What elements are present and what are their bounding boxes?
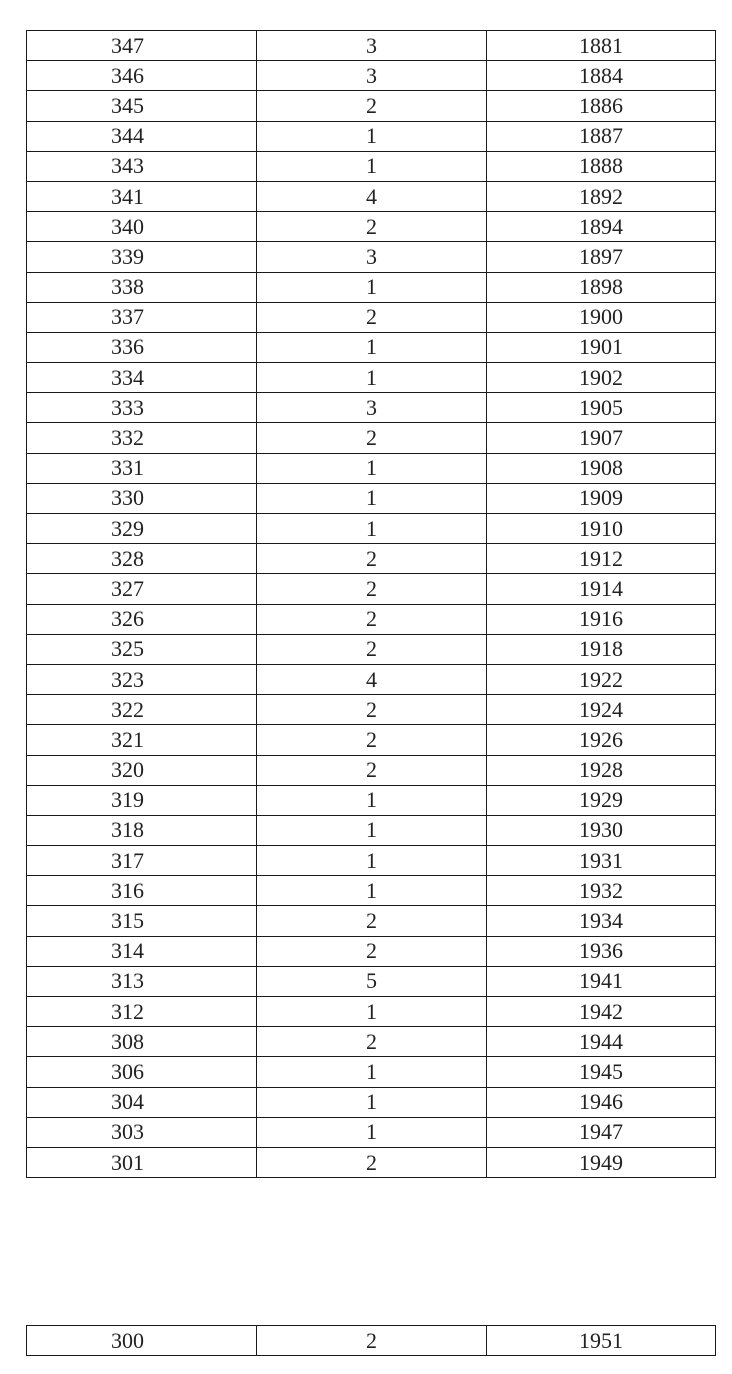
rank-cell: 1922 [487,664,716,694]
score-cell: 300 [27,1326,257,1356]
score-cell: 316 [27,876,257,906]
score-cell: 304 [27,1087,257,1117]
count-cell: 1 [257,876,487,906]
table-row [27,272,716,302]
table-row [27,634,716,664]
table-row [27,121,716,151]
rank-cell: 1928 [487,755,716,785]
count-cell: 1 [257,363,487,393]
count-cell: 1 [257,1087,487,1117]
table-row [27,453,716,483]
rank-cell: 1946 [487,1087,716,1117]
table-row [27,936,716,966]
count-cell: 3 [257,242,487,272]
score-cell: 321 [27,725,257,755]
rank-cell: 1901 [487,332,716,362]
count-cell: 2 [257,755,487,785]
count-cell: 1 [257,272,487,302]
table-row [27,393,716,423]
count-cell: 2 [257,725,487,755]
table-row [27,363,716,393]
rank-cell: 1941 [487,966,716,996]
score-cell: 347 [27,31,257,61]
rank-cell: 1944 [487,1027,716,1057]
score-cell: 338 [27,272,257,302]
table-row [27,574,716,604]
rank-cell: 1929 [487,785,716,815]
count-cell: 1 [257,514,487,544]
count-cell: 1 [257,815,487,845]
count-cell: 2 [257,604,487,634]
score-cell: 343 [27,151,257,181]
score-cell: 333 [27,393,257,423]
count-cell: 2 [257,634,487,664]
rank-cell: 1888 [487,151,716,181]
rank-cell: 1912 [487,544,716,574]
count-cell: 1 [257,997,487,1027]
count-cell: 1 [257,846,487,876]
table-row [27,332,716,362]
table-row [27,91,716,121]
table-row [27,725,716,755]
table-row [27,242,716,272]
rank-cell: 1894 [487,212,716,242]
count-cell: 2 [257,695,487,725]
rank-cell: 1951 [487,1326,716,1356]
score-cell: 319 [27,785,257,815]
table-row [27,514,716,544]
count-cell: 1 [257,483,487,513]
rank-cell: 1926 [487,725,716,755]
score-cell: 334 [27,363,257,393]
table-row [27,1057,716,1087]
count-cell: 1 [257,453,487,483]
score-cell: 345 [27,91,257,121]
rank-cell: 1908 [487,453,716,483]
count-cell: 2 [257,1326,487,1356]
count-cell: 2 [257,1147,487,1177]
score-cell: 320 [27,755,257,785]
score-cell: 313 [27,966,257,996]
count-cell: 1 [257,1117,487,1147]
rank-cell: 1884 [487,61,716,91]
count-cell: 2 [257,544,487,574]
score-cell: 308 [27,1027,257,1057]
table-row [27,544,716,574]
score-cell: 322 [27,695,257,725]
score-cell: 341 [27,181,257,211]
table-row [27,664,716,694]
rank-cell: 1898 [487,272,716,302]
table-row [27,151,716,181]
rank-cell: 1881 [487,31,716,61]
table-row [27,1326,716,1356]
rank-cell: 1918 [487,634,716,664]
count-cell: 1 [257,785,487,815]
table-row [27,785,716,815]
rank-cell: 1932 [487,876,716,906]
count-cell: 4 [257,664,487,694]
rank-cell: 1909 [487,483,716,513]
score-cell: 326 [27,604,257,634]
count-cell: 2 [257,936,487,966]
count-cell: 4 [257,181,487,211]
score-cell: 344 [27,121,257,151]
rank-cell: 1930 [487,815,716,845]
rank-cell: 1905 [487,393,716,423]
score-cell: 340 [27,212,257,242]
table-row [27,1147,716,1177]
table-row [27,695,716,725]
rank-cell: 1907 [487,423,716,453]
table-row [27,212,716,242]
score-cell: 327 [27,574,257,604]
count-cell: 2 [257,574,487,604]
score-cell: 306 [27,1057,257,1087]
count-cell: 3 [257,61,487,91]
count-cell: 3 [257,31,487,61]
rank-cell: 1945 [487,1057,716,1087]
rank-cell: 1947 [487,1117,716,1147]
table-row [27,604,716,634]
score-cell: 325 [27,634,257,664]
score-cell: 332 [27,423,257,453]
score-cell: 337 [27,302,257,332]
count-cell: 2 [257,91,487,121]
score-table-continued-body [27,1326,716,1356]
score-cell: 303 [27,1117,257,1147]
rank-cell: 1916 [487,604,716,634]
score-table [26,30,716,1178]
table-row [27,423,716,453]
score-cell: 317 [27,846,257,876]
rank-cell: 1914 [487,574,716,604]
table-row [27,181,716,211]
count-cell: 2 [257,1027,487,1057]
table-row [27,1027,716,1057]
rank-cell: 1949 [487,1147,716,1177]
count-cell: 5 [257,966,487,996]
table-row [27,997,716,1027]
rank-cell: 1942 [487,997,716,1027]
score-cell: 330 [27,483,257,513]
rank-cell: 1931 [487,846,716,876]
score-cell: 339 [27,242,257,272]
score-cell: 329 [27,514,257,544]
score-cell: 314 [27,936,257,966]
count-cell: 2 [257,423,487,453]
score-cell: 312 [27,997,257,1027]
table-row [27,846,716,876]
table-row [27,1117,716,1147]
score-cell: 346 [27,61,257,91]
count-cell: 3 [257,393,487,423]
table-row [27,876,716,906]
score-cell: 315 [27,906,257,936]
score-cell: 331 [27,453,257,483]
score-table-continued [26,1325,716,1356]
count-cell: 2 [257,302,487,332]
rank-cell: 1892 [487,181,716,211]
count-cell: 1 [257,1057,487,1087]
rank-cell: 1887 [487,121,716,151]
rank-cell: 1910 [487,514,716,544]
count-cell: 2 [257,212,487,242]
rank-cell: 1934 [487,906,716,936]
rank-cell: 1936 [487,936,716,966]
score-cell: 323 [27,664,257,694]
rank-cell: 1900 [487,302,716,332]
count-cell: 1 [257,151,487,181]
table-row [27,815,716,845]
table-row [27,31,716,61]
table-row [27,906,716,936]
rank-cell: 1924 [487,695,716,725]
score-cell: 328 [27,544,257,574]
count-cell: 1 [257,121,487,151]
table-row [27,755,716,785]
score-cell: 301 [27,1147,257,1177]
table-row [27,1087,716,1117]
table-row [27,483,716,513]
count-cell: 1 [257,332,487,362]
table-row [27,966,716,996]
score-table-body [27,31,716,1178]
rank-cell: 1902 [487,363,716,393]
score-cell: 336 [27,332,257,362]
table-row [27,61,716,91]
count-cell: 2 [257,906,487,936]
score-cell: 318 [27,815,257,845]
table-row [27,302,716,332]
rank-cell: 1897 [487,242,716,272]
rank-cell: 1886 [487,91,716,121]
